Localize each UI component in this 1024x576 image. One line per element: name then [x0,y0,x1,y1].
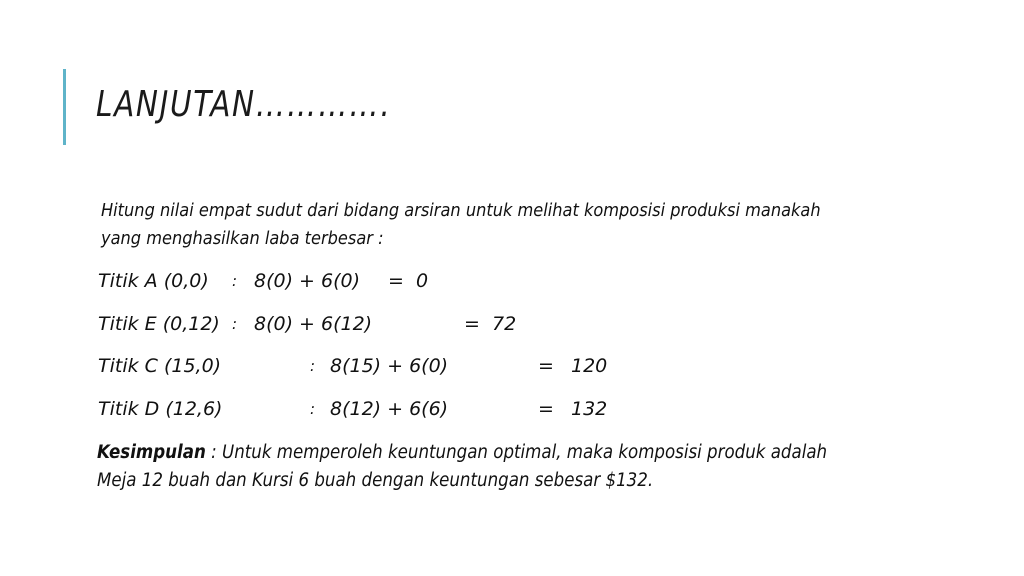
title-accent-bar [63,69,66,145]
point-label: Titik A (0,0) [98,270,209,292]
point-label: Titik D (12,6) [98,398,223,420]
conclusion [97,439,853,495]
expression: 8(0) + 6(0) [254,270,361,292]
intro-text: Hitung nilai empat sudut dari bidang arsiran untuk melihat komposisi produksi manakah yang menghasilkan laba terbesar : [101,200,821,249]
slide-title: LANJUTAN…………. [96,84,392,125]
point-label: Titik C (15,0) [98,355,222,377]
separator: : [232,272,238,290]
conclusion-label: Kesimpulan [97,442,206,463]
expression: 8(0) + 6(12) [254,313,373,335]
expression: 8(15) + 6(0) [330,355,449,377]
result-value: 0 [416,270,429,292]
equals-sign: = [388,270,404,292]
separator: : [310,400,316,418]
result-value: 120 [571,355,608,377]
expression: 8(12) + 6(6) [330,398,449,420]
equals-sign: = [464,313,480,335]
conclusion-text: : Untuk memperoleh keuntungan optimal, maka komposisi produk adalah Meja 12 buah dan Kursi 6 buah dengan keuntungan sebesar $132. [97,442,828,491]
result-value: 72 [492,313,517,335]
result-value: 132 [571,398,608,420]
equals-sign: = [538,398,554,420]
separator: : [232,315,238,333]
separator: : [310,357,316,375]
point-label: Titik E (0,12) [98,313,220,335]
equals-sign: = [538,355,554,377]
